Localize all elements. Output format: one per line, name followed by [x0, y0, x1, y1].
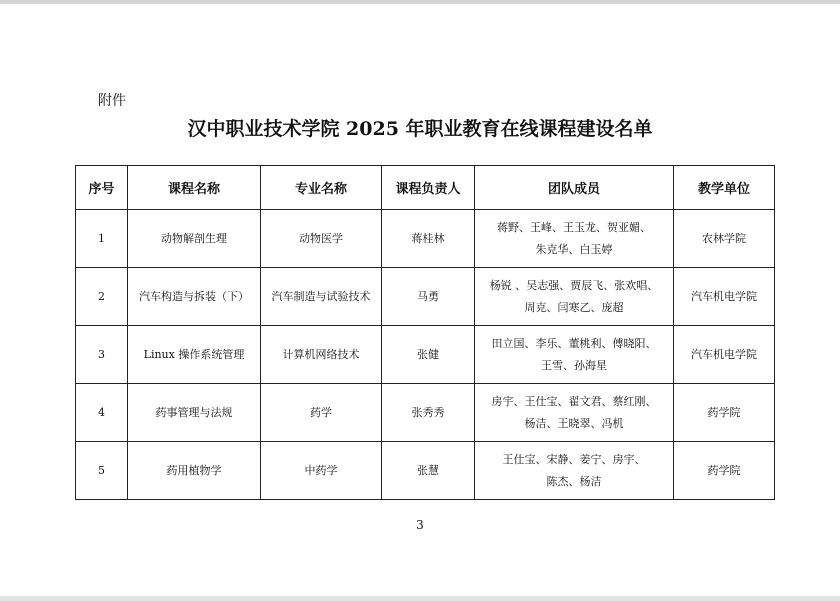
cell-major: 计算机网络技术 [261, 326, 382, 384]
table-header-row [76, 166, 775, 210]
document-title: 汉中职业技术学院 2025 年职业教育在线课程建设名单 [187, 118, 653, 140]
table-row [76, 326, 775, 384]
cell-unit: 汽车机电学院 [674, 268, 775, 326]
header-teaching-unit: 教学单位 [674, 166, 775, 210]
top-border [0, 0, 840, 4]
page-number: 3 [416, 518, 424, 532]
team-line: 朱克华、白玉婷 [535, 242, 613, 256]
team-line: 房宇、王仕宝、翟文君、蔡红刚、 [491, 394, 657, 408]
header-course-leader: 课程负责人 [382, 166, 475, 210]
header-team-members: 团队成员 [475, 166, 674, 210]
team-line: 田立国、李乐、董桃利、傅晓阳、 [491, 336, 657, 350]
cell-course: 药用植物学 [128, 442, 261, 500]
table-row [76, 384, 775, 442]
cell-leader: 张健 [382, 326, 475, 384]
cell-major: 中药学 [261, 442, 382, 500]
header-major-name: 专业名称 [261, 166, 382, 210]
table-row [76, 210, 775, 268]
table-row [76, 268, 775, 326]
cell-major: 动物医学 [261, 210, 382, 268]
cell-leader: 马勇 [382, 268, 475, 326]
cell-team [475, 210, 674, 268]
cell-no: 5 [76, 442, 128, 500]
cell-no: 2 [76, 268, 128, 326]
team-line: 王雪、孙海星 [541, 358, 607, 372]
cell-major: 汽车制造与试验技术 [261, 268, 382, 326]
cell-team [475, 384, 674, 442]
team-line: 周克、闫寒乙、庞超 [524, 300, 624, 314]
cell-team [475, 326, 674, 384]
team-line: 杨洁、王晓翠、冯机 [524, 416, 624, 430]
cell-no: 1 [76, 210, 128, 268]
header-no: 序号 [76, 166, 128, 210]
cell-unit: 汽车机电学院 [674, 326, 775, 384]
cell-unit: 药学院 [674, 384, 775, 442]
cell-no: 4 [76, 384, 128, 442]
header-course-name: 课程名称 [128, 166, 261, 210]
team-line: 陈杰、杨洁 [546, 474, 602, 488]
cell-unit: 药学院 [674, 442, 775, 500]
course-list-table [75, 165, 775, 500]
cell-leader: 张慧 [382, 442, 475, 500]
attachment-label: 附件 [98, 93, 126, 109]
cell-no: 3 [76, 326, 128, 384]
cell-leader: 蒋桂林 [382, 210, 475, 268]
cell-major: 药学 [261, 384, 382, 442]
cell-course: 药事管理与法规 [128, 384, 261, 442]
bottom-border [0, 596, 840, 601]
cell-unit: 农林学院 [674, 210, 775, 268]
team-line: 蒋野、王峰、王玉龙、贺亚媚、 [497, 220, 651, 234]
cell-course: 汽车构造与拆装（下） [128, 268, 261, 326]
cell-team [475, 268, 674, 326]
team-line: 杨锐 、吴志强、贾辰飞、张欢唱、 [489, 278, 659, 292]
cell-course: Linux 操作系统管理 [128, 326, 261, 384]
cell-leader: 张秀秀 [382, 384, 475, 442]
table-row [76, 442, 775, 500]
team-line: 王仕宝、宋静、姜宁、房宇、 [502, 452, 646, 466]
cell-course: 动物解剖生理 [128, 210, 261, 268]
cell-team [475, 442, 674, 500]
